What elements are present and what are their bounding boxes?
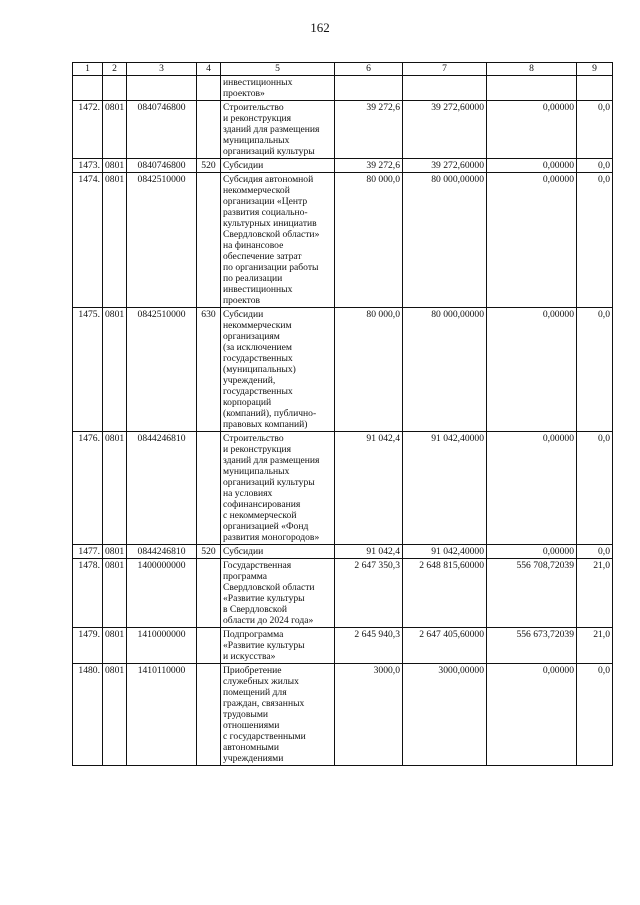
item-description: Строительство и реконструкция зданий для размещения муниципальных организаций культуры [221,101,335,159]
expense-type-code [197,101,221,159]
expense-type-code: 630 [197,308,221,432]
executed-amount: 556 673,72039 [487,628,577,664]
row-number: 1474. [73,173,103,308]
row-number [73,76,103,101]
row-number: 1480. [73,664,103,766]
target-code: 0840746800 [127,159,197,173]
item-description: Субсидия автономной некоммерческой организации «Центр развития социально- культурных инициатив Свердловской области» на финансовое обеспечение затрат по организации работы по реализации инвестиционных проектов [221,173,335,308]
table-row [73,559,613,628]
execution-percent: 0,0 [577,101,613,159]
refined-amount: 91 042,40000 [403,545,487,559]
executed-amount: 0,00000 [487,432,577,545]
table-row [73,173,613,308]
row-number: 1472. [73,101,103,159]
executed-amount: 0,00000 [487,545,577,559]
header-cell: 8 [487,63,577,76]
refined-amount: 2 647 405,60000 [403,628,487,664]
section-code: 0801 [103,432,127,545]
target-code: 1410110000 [127,664,197,766]
item-description: Субсидии [221,545,335,559]
expense-type-code [197,628,221,664]
header-cell: 5 [221,63,335,76]
item-description: инвестиционных проектов» [221,76,335,101]
expense-type-code: 520 [197,545,221,559]
target-code: 0842510000 [127,308,197,432]
header-cell: 4 [197,63,221,76]
target-code: 0844246810 [127,545,197,559]
target-code: 1410000000 [127,628,197,664]
executed-amount: 0,00000 [487,159,577,173]
section-code: 0801 [103,559,127,628]
header-cell: 2 [103,63,127,76]
row-number: 1476. [73,432,103,545]
item-description: Подпрограмма «Развитие культуры и искусства» [221,628,335,664]
refined-amount [403,76,487,101]
section-code: 0801 [103,664,127,766]
row-number: 1478. [73,559,103,628]
section-code: 0801 [103,545,127,559]
approved-amount [335,76,403,101]
section-code [103,76,127,101]
executed-amount: 0,00000 [487,664,577,766]
header-cell: 7 [403,63,487,76]
refined-amount: 80 000,00000 [403,308,487,432]
budget-table [72,62,613,766]
executed-amount [487,76,577,101]
execution-percent: 0,0 [577,173,613,308]
refined-amount: 3000,00000 [403,664,487,766]
execution-percent: 0,0 [577,664,613,766]
table-row [73,628,613,664]
header-cell: 6 [335,63,403,76]
row-number: 1479. [73,628,103,664]
table-row [73,159,613,173]
section-code: 0801 [103,101,127,159]
approved-amount: 91 042,4 [335,545,403,559]
expense-type-code: 520 [197,159,221,173]
executed-amount: 0,00000 [487,308,577,432]
execution-percent: 0,0 [577,545,613,559]
item-description: Субсидии некоммерческим организациям (за исключением государственных (муниципальных) учреждений, государственных корпораций (компаний), публично- правовых компаний) [221,308,335,432]
execution-percent: 21,0 [577,628,613,664]
table-row [73,76,613,101]
item-description: Государственная программа Свердловской области «Развитие культуры в Свердловской области до 2024 года» [221,559,335,628]
execution-percent [577,76,613,101]
execution-percent: 21,0 [577,559,613,628]
header-row [73,63,613,76]
executed-amount: 0,00000 [487,173,577,308]
target-code: 1400000000 [127,559,197,628]
expense-type-code [197,173,221,308]
approved-amount: 2 647 350,3 [335,559,403,628]
approved-amount: 39 272,6 [335,159,403,173]
page-number: 162 [310,20,330,35]
section-code: 0801 [103,308,127,432]
execution-percent: 0,0 [577,432,613,545]
row-number: 1475. [73,308,103,432]
section-code: 0801 [103,173,127,308]
execution-percent: 0,0 [577,308,613,432]
item-description: Строительство и реконструкция зданий для размещения муниципальных организаций культуры на условиях софинансирования с некоммерческой организацией «Фонд развития моногородов» [221,432,335,545]
executed-amount: 556 708,72039 [487,559,577,628]
header-cell: 3 [127,63,197,76]
expense-type-code [197,432,221,545]
table-body [73,76,613,766]
expense-type-code [197,559,221,628]
expense-type-code [197,76,221,101]
section-code: 0801 [103,159,127,173]
target-code: 0842510000 [127,173,197,308]
approved-amount: 91 042,4 [335,432,403,545]
header-cell: 1 [73,63,103,76]
expense-type-code [197,664,221,766]
table-row [73,308,613,432]
executed-amount: 0,00000 [487,101,577,159]
refined-amount: 2 648 815,60000 [403,559,487,628]
header-cell: 9 [577,63,613,76]
table-row [73,545,613,559]
approved-amount: 80 000,0 [335,173,403,308]
table-row [73,432,613,545]
row-number: 1477. [73,545,103,559]
approved-amount: 3000,0 [335,664,403,766]
refined-amount: 80 000,00000 [403,173,487,308]
target-code: 0844246810 [127,432,197,545]
execution-percent: 0,0 [577,159,613,173]
section-code: 0801 [103,628,127,664]
target-code: 0840746800 [127,101,197,159]
refined-amount: 39 272,60000 [403,159,487,173]
refined-amount: 91 042,40000 [403,432,487,545]
table-row [73,101,613,159]
target-code [127,76,197,101]
refined-amount: 39 272,60000 [403,101,487,159]
row-number: 1473. [73,159,103,173]
approved-amount: 39 272,6 [335,101,403,159]
item-description: Приобретение служебных жилых помещений для граждан, связанных трудовыми отношениями с государственными автономными учреждениями [221,664,335,766]
approved-amount: 2 645 940,3 [335,628,403,664]
table-row [73,664,613,766]
approved-amount: 80 000,0 [335,308,403,432]
item-description: Субсидии [221,159,335,173]
